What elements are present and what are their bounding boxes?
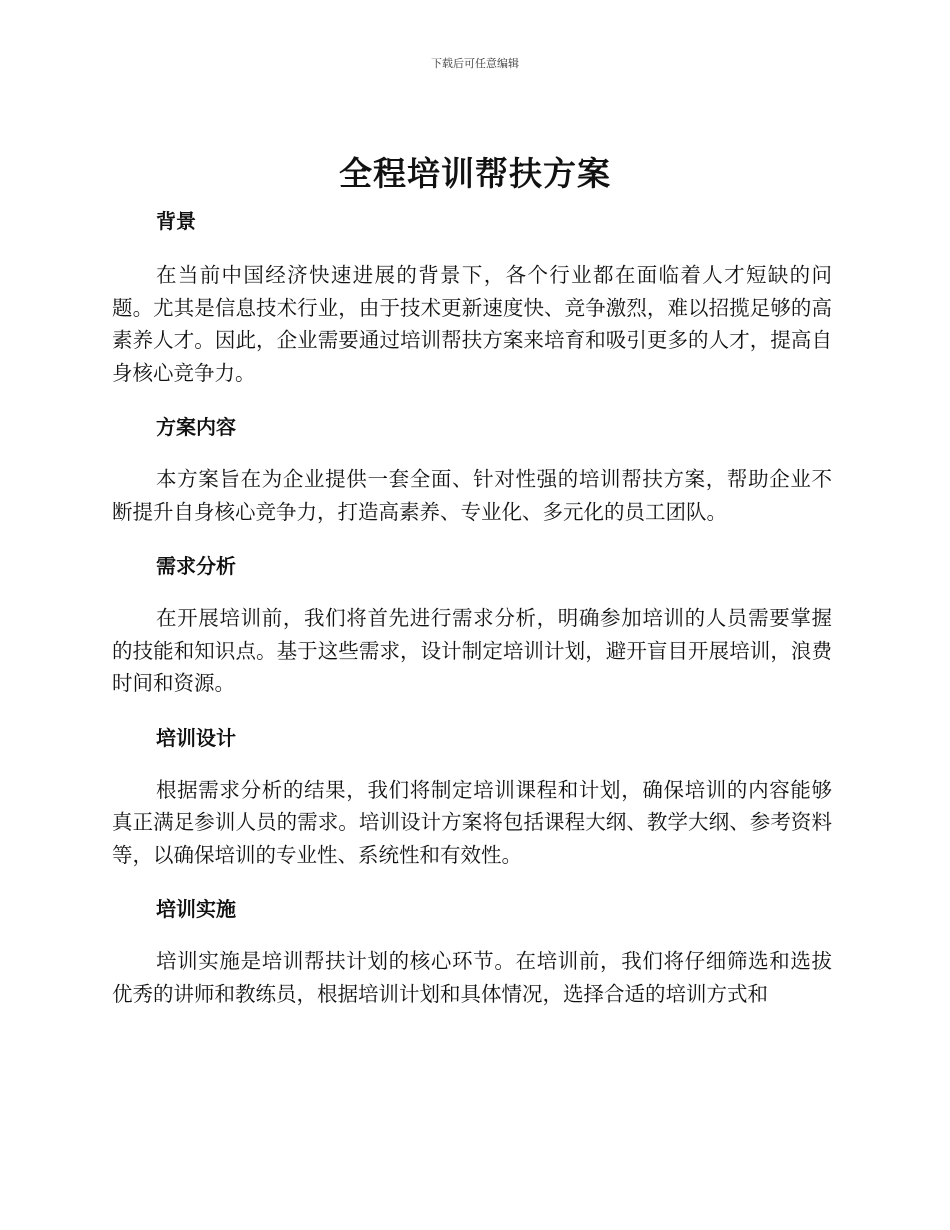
section-paragraph: 培训实施是培训帮扶计划的核心环节。在培训前，我们将仔细筛选和选拔优秀的讲师和教练员，根据培训计划和具体情况，选择合适的培训方式和 <box>112 949 832 1006</box>
section-paragraph: 在当前中国经济快速进展的背景下，各个行业都在面临着人才短缺的问题。尤其是信息技术行业，由于技术更新速度快、竞争激烈，难以招揽足够的高素养人才。因此，企业需要通过培训帮扶方案来培育和吸引更多的人才，提高自身核心竞争力。 <box>112 263 832 385</box>
section-heading: 方案内容 <box>156 415 236 439</box>
section-background <box>112 205 832 389</box>
section-heading: 培训设计 <box>156 725 236 750</box>
section-heading: 培训实施 <box>156 897 236 921</box>
section-needs-analysis <box>112 550 832 700</box>
section-plan-content <box>112 411 832 528</box>
document-body <box>112 205 832 1032</box>
section-paragraph: 本方案旨在为企业提供一套全面、针对性强的培训帮扶方案，帮助企业不断提升自身核心竞争力，打造高素养、专业化、多元化的员工团队。 <box>112 467 832 524</box>
section-paragraph: 根据需求分析的结果，我们将制定培训课程和计划，确保培训的内容能够真正满足参训人员的需求。培训设计方案将包括课程大纲、教学大纲、参考资料等，以确保培训的专业性、系统性和有效性。 <box>112 777 832 867</box>
section-heading: 需求分析 <box>156 554 236 578</box>
section-training-design <box>112 722 832 872</box>
section-heading: 背景 <box>156 209 196 233</box>
document-title: 全程培训帮扶方案 <box>339 154 611 193</box>
section-training-implementation <box>112 893 832 1010</box>
section-paragraph: 在开展培训前，我们将首先进行需求分析，明确参加培训的人员需要掌握的技能和知识点。基于这些需求，设计制定培训计划，避开盲目开展培训，浪费时间和资源。 <box>112 606 832 695</box>
header-note: 下载后可任意编辑 <box>431 57 519 70</box>
